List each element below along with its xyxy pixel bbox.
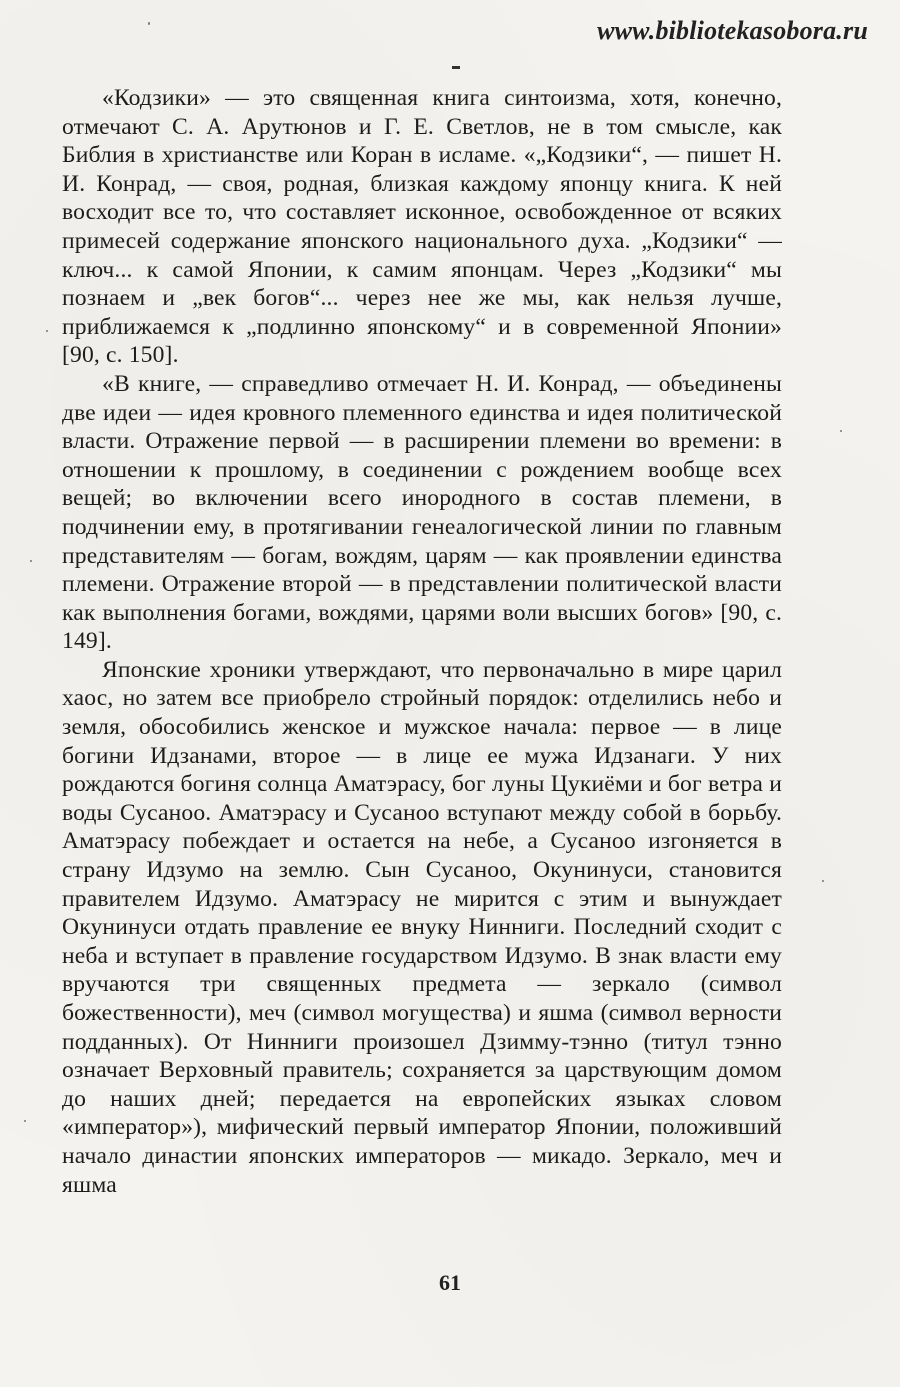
site-watermark: www.bibliotekasobora.ru xyxy=(597,16,868,45)
scan-speck xyxy=(30,560,32,562)
paragraph-kojiki-intro: «Кодзики» — это священная книга синтоизма, хотя, конечно, отмечают С. А. Арутюнов и Г. Е. Светлов, не в том смысле, как Библия в христианстве или Коран в исламе. «„Кодзики“, — пишет Н. И. Конрад, — своя, родная, близкая каждому японцу книга. К ней восходит все то, что составляет исконное, освобожденное от всяких примесей содержание японского национального духа. „Кодзики“ — ключ... к самой Японии, к самим японцам. Через „Кодзики“ мы познаем и „век богов“... через нее же мы, как нельзя лучше, приближаемся к „подлинно японскому“ и в современной Японии» [90, с. 150]. xyxy=(62,85,782,369)
paragraph-japanese-chronicles: Японские хроники утверждают, что первоначально в мире царил хаос, но затем все приобрело стройный порядок: отделились небо и земля, обособились женское и мужское начала: первое — в лице богини Идзанами, второе — в лице ее мужа Идзанаги. У них рождаются богиня солнца Аматэрасу, бог луны Цукиёми и бог ветра и воды Сусаноо. Аматэрасу и Сусаноо вступают между собой в борьбу. Аматэрасу побеждает и остается на небе, а Сусаноо изгоняется в страну Идзумо на землю. Сын Сусаноо, Окунинуси, становится правителем Идзумо. Аматэрасу не мирится с этим и вынуждает Окунинуси отдать правление ее внуку Нинниги. Последний сходит с неба и вступает в правление государством Идзумо. В знак власти ему вручаются три священных предмета — зеркало (символ божественности), меч (символ могущества) и яшма (символ верности подданных). От Нинниги произошел Дзимму-тэнно (титул тэнно означает Верховный правитель; сохраняется за царствующим домом до наших дней; передается на европейских языках словом «император»), мифический первый император Японии, положивший начало династии японских императоров — микадо. Зеркало, меч и яшма xyxy=(62,656,782,1198)
scan-speck xyxy=(148,22,150,25)
scan-speck xyxy=(822,880,824,882)
scan-speck xyxy=(46,330,48,332)
paragraph-konrad-quote: «В книге, — справедливо отмечает Н. И. Конрад, — объединены две идеи — идея кровного племенного единства и идея политической власти. Отражение первой — в расширении племени во времени: в отношении к прошлому, в соединении с рождением вообще всех вещей; во включении всего инородного в состав племени, в подчинении ему, в протягивании генеалогической линии по главным представителям — богам, вождям, царям — как проявлении единства племени. Отражение второй — в представлении политической власти как выполнения богами, вождями, царями воли высших богов» [90, с. 149]. xyxy=(62,370,782,655)
page-body xyxy=(62,84,782,1199)
print-mark xyxy=(452,66,460,69)
page-number: 61 xyxy=(439,1270,461,1295)
scan-speck xyxy=(24,1120,26,1122)
scan-speck xyxy=(840,430,842,432)
